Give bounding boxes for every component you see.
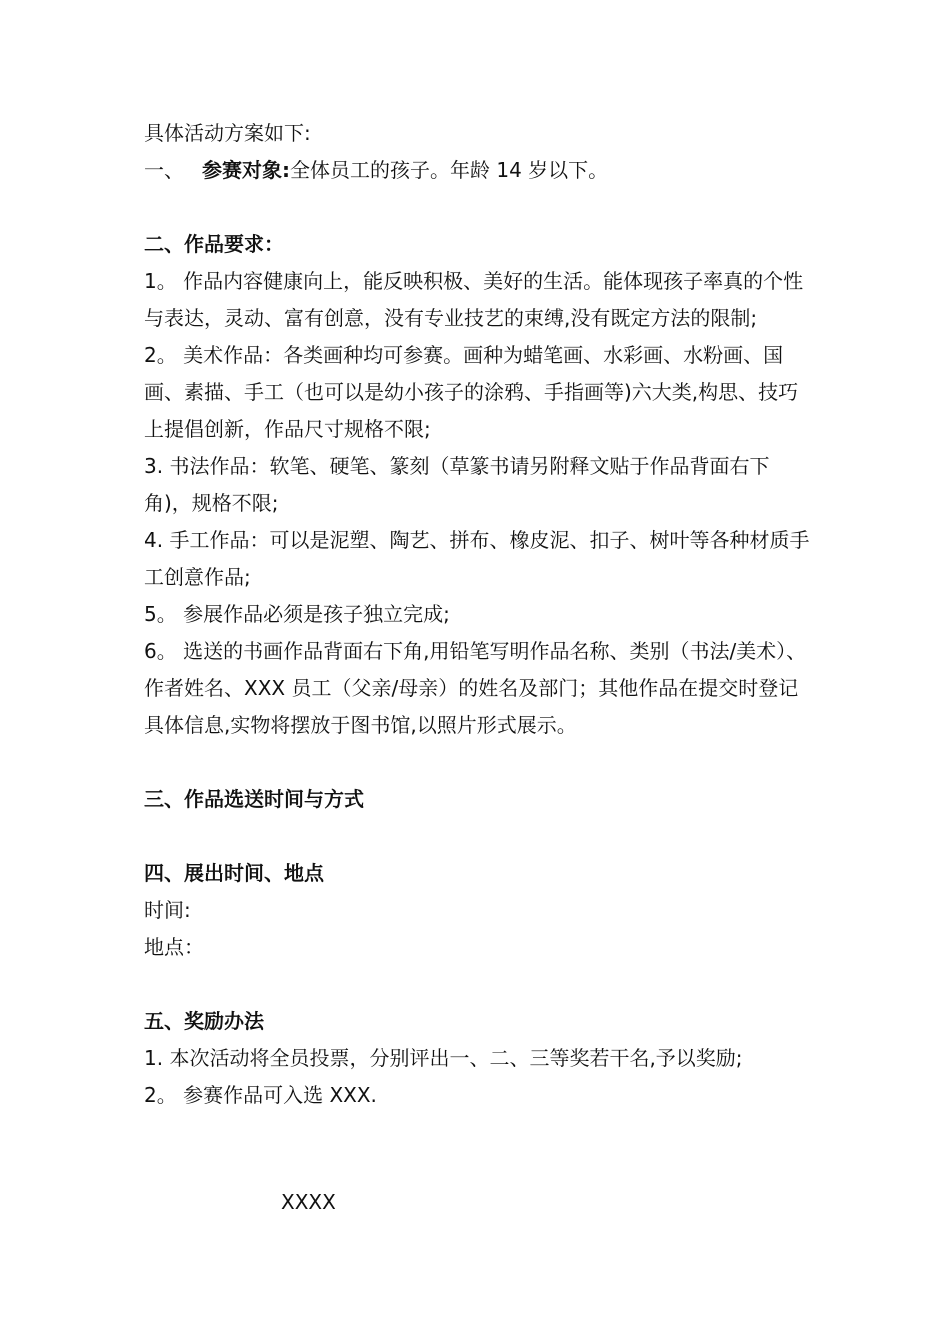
- section-4-time-label: 时间:: [144, 898, 191, 922]
- section-1-label: 参赛对象:: [202, 158, 290, 182]
- section-2-item-1: 1。 作品内容健康向上，能反映积极、美好的生活。能体现孩子率真的个性与表达，灵动、富有创意，没有专业技艺的束缚,没有既定方法的限制;: [144, 269, 804, 330]
- blank-line: [144, 189, 814, 226]
- section-2-item-6: 6。 选送的书画作品背面右下角,用铅笔写明作品名称、类别（书法/美术）、作者姓名、XXX 员工（父亲/母亲）的姓名及部门；其他作品在提交时登记具体信息,实物将摆放于图书馆,以照片形式展示。: [144, 639, 807, 737]
- section-2-item-3: 3. 书法作品：软笔、硬笔、篆刻（草篆书请另附释文贴于作品背面右下角)，规格不限;: [144, 454, 770, 515]
- section-1-line: [144, 152, 814, 189]
- section-2-item-4: 4. 手工作品：可以是泥塑、陶艺、拼布、橡皮泥、扣子、树叶等各种材质手工创意作品;: [144, 528, 810, 589]
- blank-line: [144, 818, 814, 855]
- section-5-item-1: 1. 本次活动将全员投票，分别评出一、二、三等奖若干名,予以奖励;: [144, 1046, 743, 1070]
- section-4-place-label: 地点：: [144, 935, 204, 959]
- signature: XXXX: [281, 1190, 336, 1214]
- section-1-text: 全体员工的孩子。年龄 14 岁以下。: [290, 158, 609, 182]
- intro-line: 具体活动方案如下:: [144, 121, 311, 145]
- section-2-item-2: 2。 美术作品：各类画种均可参赛。画种为蜡笔画、水彩画、水粉画、国画、素描、手工（也可以是幼小孩子的涂鸦、手指画等)六大类,构思、技巧上提倡创新，作品尺寸规格不限;: [144, 343, 799, 441]
- section-3-heading: 三、作品选送时间与方式: [144, 787, 364, 811]
- blank-line: [144, 966, 814, 1003]
- section-5-heading: 五、奖励办法: [144, 1009, 264, 1033]
- section-5-item-2: 2。 参赛作品可入选 XXX.: [144, 1083, 377, 1107]
- section-1-prefix: 一、: [144, 158, 184, 182]
- section-4-heading: 四、展出时间、地点: [144, 861, 324, 885]
- section-2-item-5: 5。 参展作品必须是孩子独立完成;: [144, 602, 450, 626]
- section-2-heading: 二、作品要求：: [144, 232, 284, 256]
- blank-line: [144, 744, 814, 781]
- document-body: [144, 115, 814, 1114]
